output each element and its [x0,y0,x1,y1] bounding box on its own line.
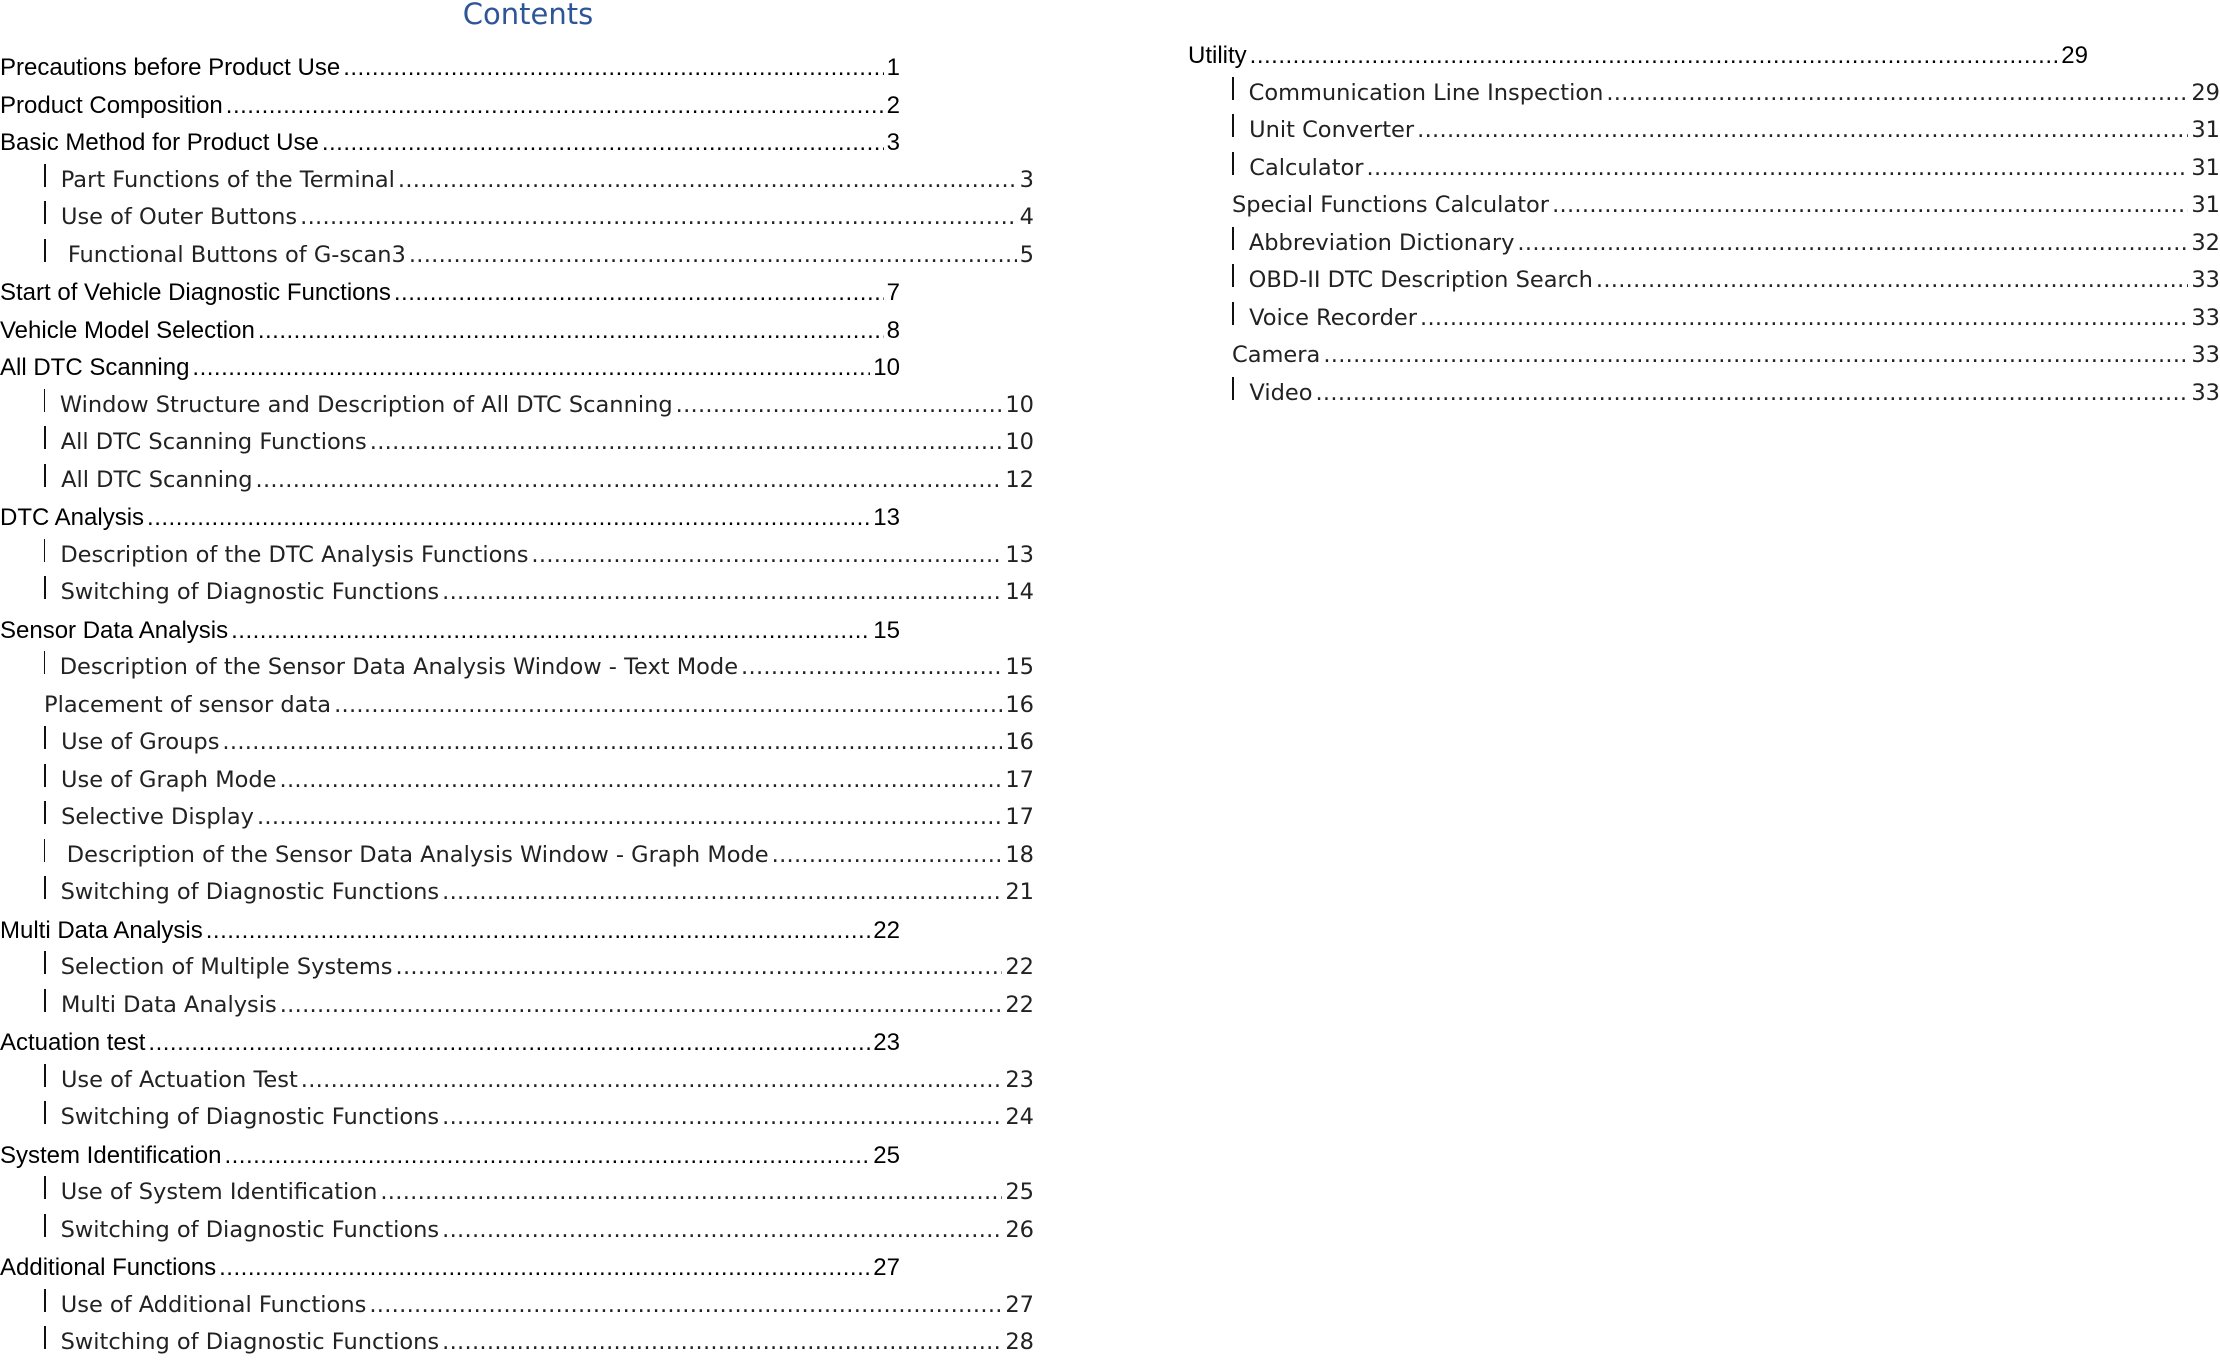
toc-entry-minor[interactable] [0,424,1034,462]
bullet-marker-icon [44,1064,46,1087]
toc-entry-minor[interactable] [1188,375,2220,413]
toc-page-number: 13 [1005,541,1034,568]
bullet-marker-icon [1232,377,1234,400]
toc-page-number: 2 [886,91,900,119]
toc-page-number: 16 [1005,691,1034,718]
toc-page-number: 15 [873,616,900,644]
toc-entry-label: Sensor Data Analysis [0,616,229,644]
dot-leader [334,687,1002,725]
dot-leader [222,724,1002,762]
dot-leader [147,499,870,537]
toc-page-number: 31 [2191,192,2220,218]
toc-entry-label: Use of Graph Mode [61,766,277,793]
toc-entry-label: Abbreviation Dictionary [1248,229,1515,256]
dot-leader [256,462,1003,500]
dot-leader [1315,375,2188,413]
dot-leader [257,799,1002,837]
bullet-marker-icon [44,1289,46,1312]
toc-entry-label: OBD-II DTC Description Search [1248,267,1593,293]
bullet-marker-icon [44,539,45,562]
toc-entry-minor[interactable] [0,387,1034,425]
toc-entry-label: Utility [1188,42,1247,69]
bullet-marker-icon [44,1214,46,1237]
toc-page-number: 21 [1005,879,1034,905]
dot-leader [369,1287,1002,1325]
toc-page-number: 5 [1019,241,1034,268]
dot-leader [1606,75,2188,113]
toc-page-number: 23 [873,1029,900,1056]
toc-entry-minor[interactable] [0,1099,1034,1137]
toc-entry-minor[interactable] [0,799,1034,837]
dot-leader [442,874,1002,912]
dot-leader [772,837,1003,875]
toc-entry-minor[interactable] [0,949,1034,987]
bullet-marker-icon [44,764,46,787]
toc-page-number: 4 [1019,204,1034,230]
toc-entry-label: Communication Line Inspection [1248,79,1604,106]
dot-leader [1552,187,2188,225]
toc-entry-major[interactable] [0,87,900,125]
toc-page-number: 22 [873,916,900,944]
dot-leader [741,649,1002,687]
toc-page-number: 10 [873,354,900,381]
toc-page-number: 33 [2191,379,2220,406]
toc-page-number: 8 [886,316,900,344]
bullet-marker-icon [1232,77,1234,100]
dot-leader [396,949,1003,987]
bullet-marker-icon [44,726,46,749]
toc-right-column [1188,37,2220,412]
toc-entry-label: Vehicle Model Selection [0,316,255,344]
toc-entry-label: Use of Outer Buttons [60,204,298,230]
bullet-marker-icon [44,651,45,674]
dot-leader [380,1174,1002,1212]
bullet-marker-icon [44,201,46,224]
toc-entry-minor[interactable] [0,1212,1034,1250]
bullet-marker-icon [44,464,46,487]
toc-entry-minor[interactable] [1188,112,2220,150]
toc-page-number: 22 [1005,954,1034,980]
toc-entry-label: Description of the Sensor Data Analysis Window - Graph Mode [59,841,769,868]
toc-entry-major[interactable] [0,499,900,537]
toc-entry-minor[interactable] [1188,300,2220,338]
toc-entry-label: Precautions before Product Use [0,54,341,81]
toc-entry-label: Switching of Diagnostic Functions [60,879,440,905]
toc-entry-major[interactable] [0,1137,900,1175]
toc-entry-label: Placement of sensor data [44,691,332,718]
toc-entry-label: Switching of Diagnostic Functions [60,1216,440,1243]
dot-leader [1323,337,2188,375]
toc-entry-minor[interactable] [1188,150,2220,188]
dot-leader [398,162,1017,200]
bullet-marker-icon [1232,302,1234,325]
bullet-marker-icon [44,1101,46,1124]
toc-entry-label: Use of System Identification [60,1179,378,1205]
toc-entry-major[interactable] [1188,37,2088,75]
toc-page-number: 29 [2191,79,2220,106]
toc-entry-label: Additional Functions [0,1254,217,1281]
toc-entry-label: Switching of Diagnostic Functions [60,1104,440,1130]
toc-entry-major[interactable] [0,312,900,350]
dot-leader [301,1062,1003,1100]
toc-entry-major[interactable] [0,124,900,162]
toc-entry-label: Actuation test [0,1029,146,1056]
bullet-marker-icon [44,989,46,1012]
dot-leader [231,612,870,650]
toc-entry-minor[interactable] [0,874,1034,912]
toc-page-number: 10 [1005,429,1034,455]
toc-entry-minor[interactable] [0,237,1034,275]
toc-entry-minor[interactable] [0,537,1034,575]
toc-page-number: 27 [1005,1291,1034,1318]
dot-leader [300,199,1017,237]
toc-page-number: 24 [1005,1104,1034,1130]
toc-entry-label: System Identification [0,1141,222,1169]
bullet-marker-icon [1232,114,1234,137]
toc-page-number: 12 [1005,466,1034,493]
dot-leader [442,574,1002,612]
toc-entry-label: Use of Additional Functions [60,1291,367,1318]
toc-entry-minor[interactable] [0,687,1034,725]
toc-entry-minor[interactable] [0,1174,1034,1212]
bullet-marker-icon [44,164,46,187]
toc-page-number: 31 [2191,117,2220,143]
toc-entry-minor[interactable] [1188,75,2220,113]
page-title: Contents [462,0,594,31]
toc-entry-major[interactable] [0,1024,900,1062]
toc-entry-minor[interactable] [1188,187,2220,225]
dot-leader [370,424,1003,462]
toc-page-number: 18 [1005,841,1034,868]
toc-entry-label: Basic Method for Product Use [0,129,319,156]
dot-leader [280,987,1003,1025]
bullet-marker-icon [44,239,46,262]
toc-page-number: 1 [886,54,900,81]
toc-entry-label: Multi Data Analysis [61,991,277,1018]
toc-entry-label: Part Functions of the Terminal [60,166,395,193]
toc-entry-label: Special Functions Calculator [1232,192,1550,218]
dot-leader [1417,112,2188,150]
toc-entry-label: Video [1249,379,1313,406]
toc-entry-minor[interactable] [0,162,1034,200]
toc-page-number: 26 [1005,1216,1034,1243]
dot-leader [676,387,1003,425]
dot-leader [280,762,1003,800]
toc-entry-minor[interactable] [1188,262,2220,300]
dot-leader [442,1212,1002,1250]
toc-entry-label: Calculator [1249,154,1364,181]
toc-page-number: 28 [1005,1329,1034,1355]
bullet-marker-icon [44,839,45,862]
toc-page-number: 14 [1005,579,1034,605]
dot-leader [1367,150,2189,188]
toc-page-number: 32 [2191,229,2220,256]
bullet-marker-icon [44,1326,46,1349]
toc-page-number: 7 [886,279,900,306]
toc-entry-minor[interactable] [1188,337,2220,375]
toc-page-number: 25 [873,1141,900,1169]
toc-entry-minor[interactable] [0,724,1034,762]
dot-leader [148,1024,870,1062]
toc-entry-label: DTC Analysis [0,504,145,531]
toc-page-number: 3 [886,129,900,156]
bullet-marker-icon [44,951,46,974]
dot-leader [192,349,870,387]
dot-leader [206,912,871,950]
dot-leader [531,537,1002,575]
toc-page-number: 33 [2191,267,2220,293]
toc-entry-label: Selective Display [61,804,254,830]
toc-entry-major[interactable] [0,912,900,950]
toc-page-number: 22 [1005,991,1034,1018]
bullet-marker-icon [1232,227,1234,250]
toc-entry-label: All DTC Scanning [61,466,253,493]
bullet-marker-icon [44,876,46,899]
toc-entry-minor[interactable] [0,762,1034,800]
toc-entry-label: Switching of Diagnostic Functions [60,1329,440,1355]
toc-entry-label: Switching of Diagnostic Functions [60,579,440,605]
dot-leader [219,1249,870,1287]
toc-entry-minor[interactable] [0,462,1034,500]
toc-entry-minor[interactable] [0,1062,1034,1100]
toc-entry-major[interactable] [0,49,900,87]
toc-page-number: 3 [1019,166,1034,193]
toc-entry-label: Use of Groups [61,729,220,755]
dot-leader [1596,262,2188,300]
toc-entry-minor[interactable] [0,199,1034,237]
toc-entry-major[interactable] [0,274,900,312]
toc-page-number: 13 [873,504,900,531]
toc-page-number: 29 [2061,42,2088,69]
toc-page-number: 33 [2191,342,2220,368]
dot-leader [394,274,884,312]
toc-entry-label: Multi Data Analysis [0,916,203,944]
dot-leader [224,1137,870,1175]
toc-entry-label: Product Composition [0,91,223,119]
toc-page-number: 15 [1005,654,1034,680]
bullet-marker-icon [44,801,46,824]
toc-page-number: 10 [1005,391,1034,418]
toc-entry-label: Voice Recorder [1249,304,1418,331]
toc-page-number: 17 [1005,766,1034,793]
dot-leader [226,87,884,125]
dot-leader [322,124,884,162]
toc-entry-major[interactable] [0,349,900,387]
bullet-marker-icon [44,576,46,599]
toc-entry-major[interactable] [0,612,900,650]
bullet-marker-icon [44,389,45,412]
toc-entry-label: Description of the DTC Analysis Functions [60,541,529,568]
toc-page-number: 23 [1005,1066,1034,1093]
toc-entry-label: All DTC Scanning [0,354,190,381]
toc-entry-major[interactable] [0,1249,900,1287]
bullet-marker-icon [1232,264,1234,287]
bullet-marker-icon [44,1176,46,1199]
toc-entry-minor[interactable] [0,574,1034,612]
toc-page-number: 33 [2191,304,2220,331]
toc-page-number: 16 [1005,729,1034,755]
dot-leader [409,237,1017,275]
toc-entry-minor[interactable] [1188,225,2220,263]
toc-page-number: 31 [2191,154,2220,181]
toc-page-number: 17 [1005,804,1034,830]
toc-entry-minor[interactable] [0,837,1034,875]
toc-entry-label: Window Structure and Description of All DTC Scanning [59,391,673,418]
dot-leader [1250,37,2059,75]
dot-leader [442,1324,1002,1362]
dot-leader [343,49,883,87]
toc-entry-minor[interactable] [0,649,1034,687]
toc-entry-minor[interactable] [0,1287,1034,1325]
toc-left-column [0,49,1034,1362]
dot-leader [1420,300,2188,338]
toc-entry-minor[interactable] [0,1324,1034,1362]
dot-leader [442,1099,1002,1137]
bullet-marker-icon [44,426,46,449]
toc-page-number: 25 [1005,1179,1034,1205]
bullet-marker-icon [1232,152,1234,175]
toc-entry-label: Selection of Multiple Systems [60,954,393,980]
toc-entry-label: Unit Converter [1249,117,1415,143]
toc-page-number: 27 [873,1254,900,1281]
toc-entry-minor[interactable] [0,987,1034,1025]
toc-entry-label: All DTC Scanning Functions [60,429,367,455]
toc-entry-label: Functional Buttons of G-scan3 [60,241,406,268]
dot-leader [258,312,884,350]
toc-entry-label: Description of the Sensor Data Analysis Window - Text Mode [59,654,739,680]
toc-entry-label: Start of Vehicle Diagnostic Functions [0,279,391,306]
toc-entry-label: Use of Actuation Test [60,1066,298,1093]
dot-leader [1517,225,2188,263]
toc-entry-label: Camera [1232,342,1321,368]
